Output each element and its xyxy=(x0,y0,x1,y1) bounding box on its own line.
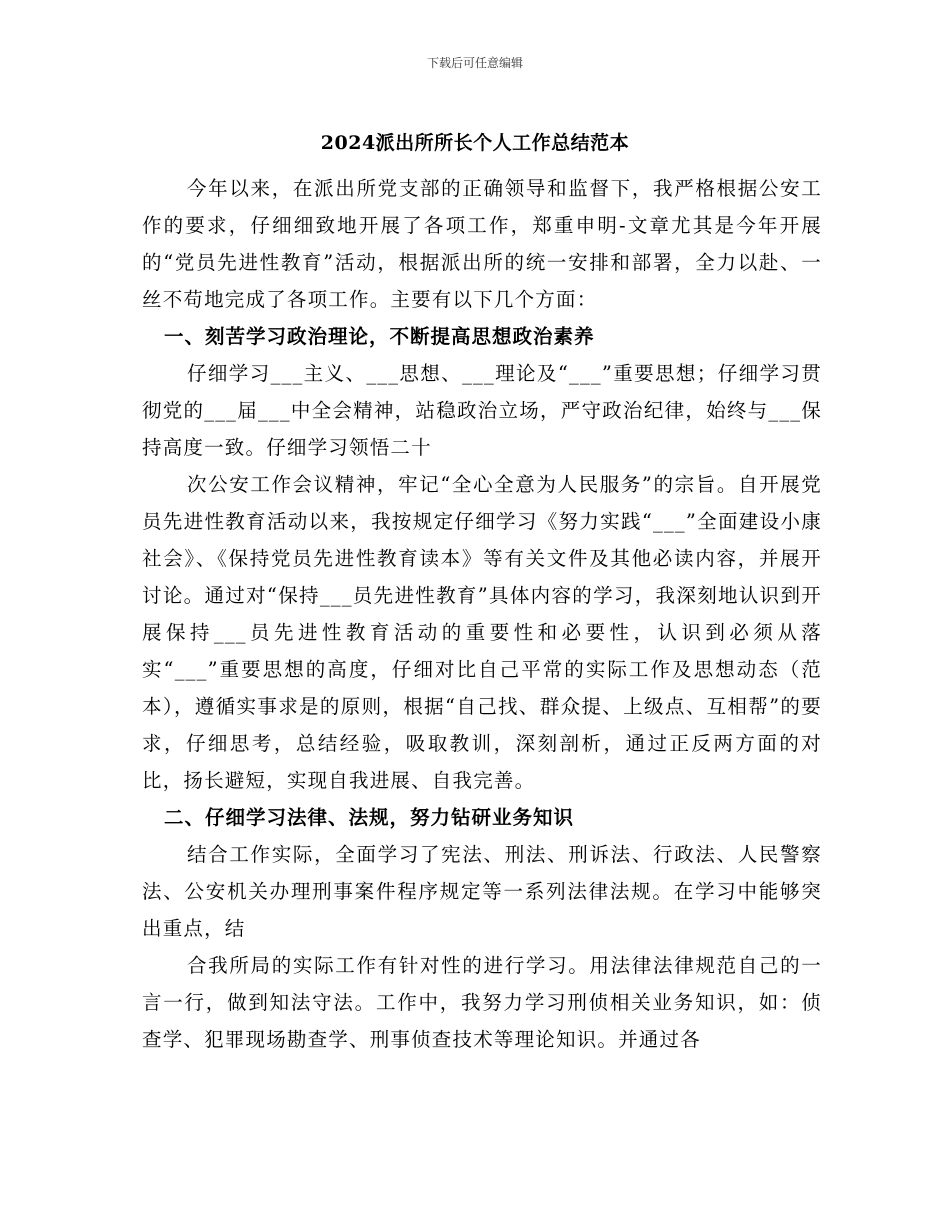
paragraph-intro: 今年以来，在派出所党支部的正确领导和监督下，我严格根据公安工作的要求，仔细细致地开展了各项工作，郑重申明-文章尤其是今年开展的“党员先进性教育”活动，根据派出所的统一安排和部署，全力以赴、一丝不苟地完成了各项工作。主要有以下几个方面： xyxy=(142,177,822,311)
paragraph-law-study: 结合工作实际，全面学习了宪法、刑法、刑诉法、行政法、人民警察法、公安机关办理刑事案件程序规定等一系列法律法规。在学习中能够突出重点，结 xyxy=(142,843,822,940)
document-title: 2024派出所所长个人工作总结范本 xyxy=(320,132,630,154)
paragraph-study-theory: 仔细学习___主义、___思想、___理论及“___”重要思想；仔细学习贯彻党的___届___中全会精神，站稳政治立场，严守政治纪律，始终与___保持高度一致。仔细学习领悟二十 xyxy=(142,362,822,459)
paragraph-practice: 合我所局的实际工作有针对性的进行学习。用法律法律规范自己的一言一行，做到知法守法。工作中，我努力学习刑侦相关业务知识，如：侦查学、犯罪现场勘查学、刑事侦查技术等理论知识。并通过各 xyxy=(142,954,822,1051)
paragraph-party-education: 次公安工作会议精神，牢记“全心全意为人民服务”的宗旨。自开展党员先进性教育活动以来，我按规定仔细学习《努力实践“___”全面建设小康社会》、《保持党员先进性教育读本》等有关文件及其他必读内容，并展开讨论。通过对“保持___员先进性教育”具体内容的学习，我深刻地认识到开展保持___员先进性教育活动的重要性和必要性，认识到必须从落实“___”重要思想的高度，仔细对比自己平常的实际工作及思想动态（范本），遵循实事求是的原则，根据“自己找、群众提、上级点、互相帮”的要求，仔细思考，总结经验，吸取教训，深刻剖析，通过正反两方面的对比，扬长避短，实现自我进展、自我完善。 xyxy=(142,473,822,792)
document-body xyxy=(142,170,822,1058)
section-heading-2: 二、仔细学习法律、法规，努力钻研业务知识 xyxy=(164,806,575,829)
page-header-note: 下载后可任意编辑 xyxy=(426,56,523,70)
section-heading-1: 一、刻苦学习政治理论，不断提高思想政治素养 xyxy=(164,325,595,348)
